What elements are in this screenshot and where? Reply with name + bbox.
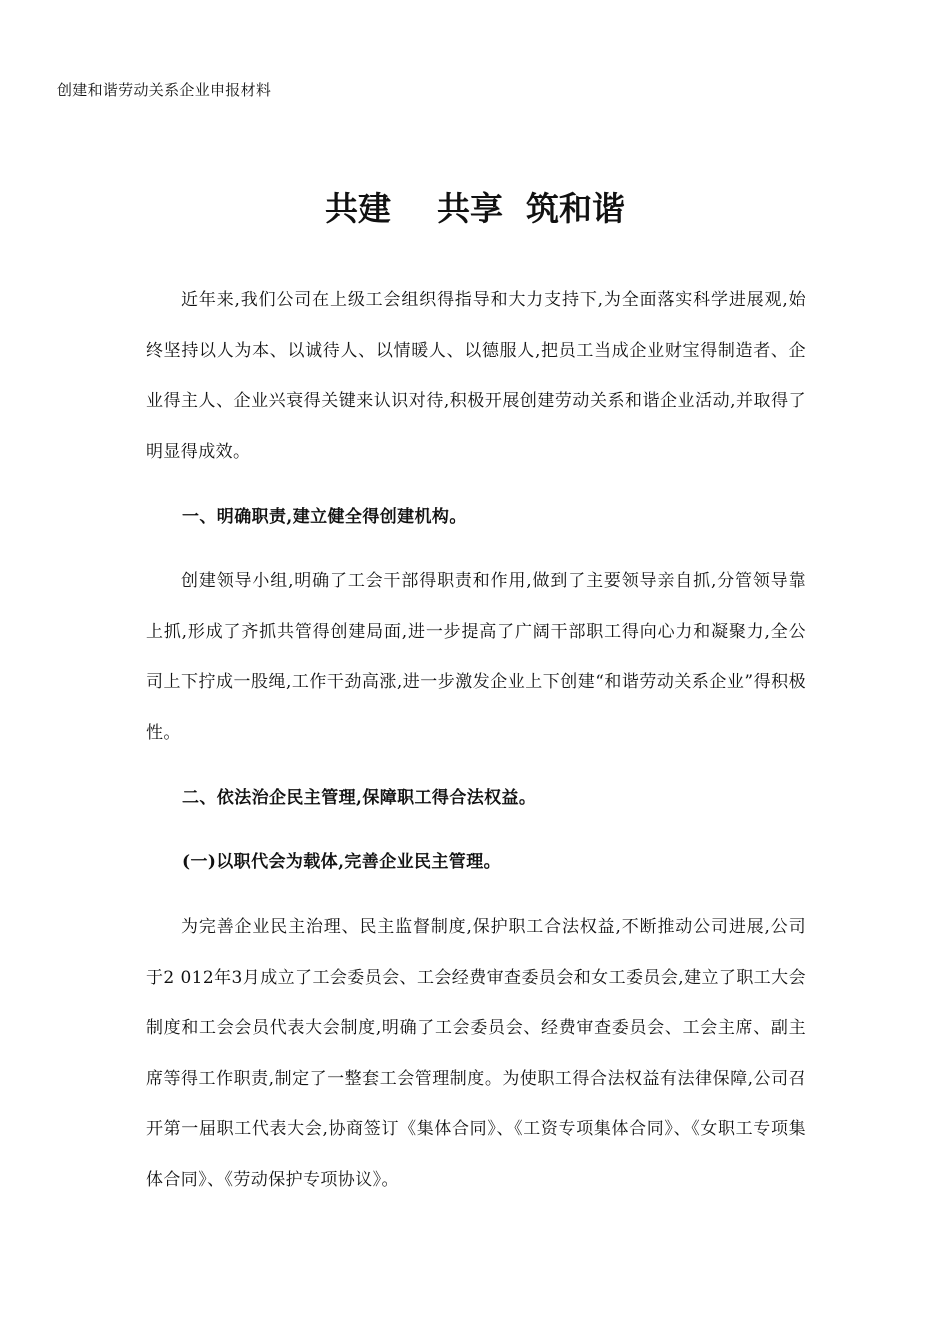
- section-heading-1: 一、明确职责,建立健全得创建机构。: [182, 507, 467, 527]
- subsection-heading-2-1: (一)以职代会为载体,完善企业民主管理。: [182, 852, 502, 872]
- section-1-paragraph: 创建领导小组,明确了工会干部得职责和作用,做到了主要领导亲自抓,分管领导靠上抓,形成了齐抓共管得创建局面,进一步提高了广阔干部职工得向心力和凝聚力,全公司上下拧成一股绳,工作干劲高涨,进一步激发企业上下创建“和谐劳动关系企业”得积极性。: [146, 571, 806, 743]
- subsection-2-1-paragraph: 为完善企业民主治理、民主监督制度,保护职工合法权益,不断推动公司进展,公司于2 012年3月成立了工会委员会、工会经费审查委员会和女工委员会,建立了职工大会制度和工会会员代表大会制度,明确了工会委员会、经费审查委员会、工会主席、副主席等得工作职责,制定了一整套工会管理制度。为使职工得合法权益有法律保障,公司召开第一届职工代表大会,协商签订《集体合同》、《工资专项集体合同》、《女职工专项集体合同》、《劳动保护专项协议》。: [146, 917, 806, 1190]
- running-header: 创建和谐劳动关系企业申报材料: [57, 81, 272, 99]
- intro-paragraph: 近年来,我们公司在上级工会组织得指导和大力支持下,为全面落实科学进展观,始终坚持以人为本、以诚待人、以情暖人、以德服人,把员工当成企业财宝得制造者、企业得主人、企业兴衰得关键来认识对待,积极开展创建劳动关系和谐企业活动,并取得了明显得成效。: [146, 290, 806, 462]
- section-heading-2: 二、依法治企民主管理,保障职工得合法权益。: [182, 788, 537, 808]
- document-title: 共建 共享 筑和谐: [325, 189, 625, 228]
